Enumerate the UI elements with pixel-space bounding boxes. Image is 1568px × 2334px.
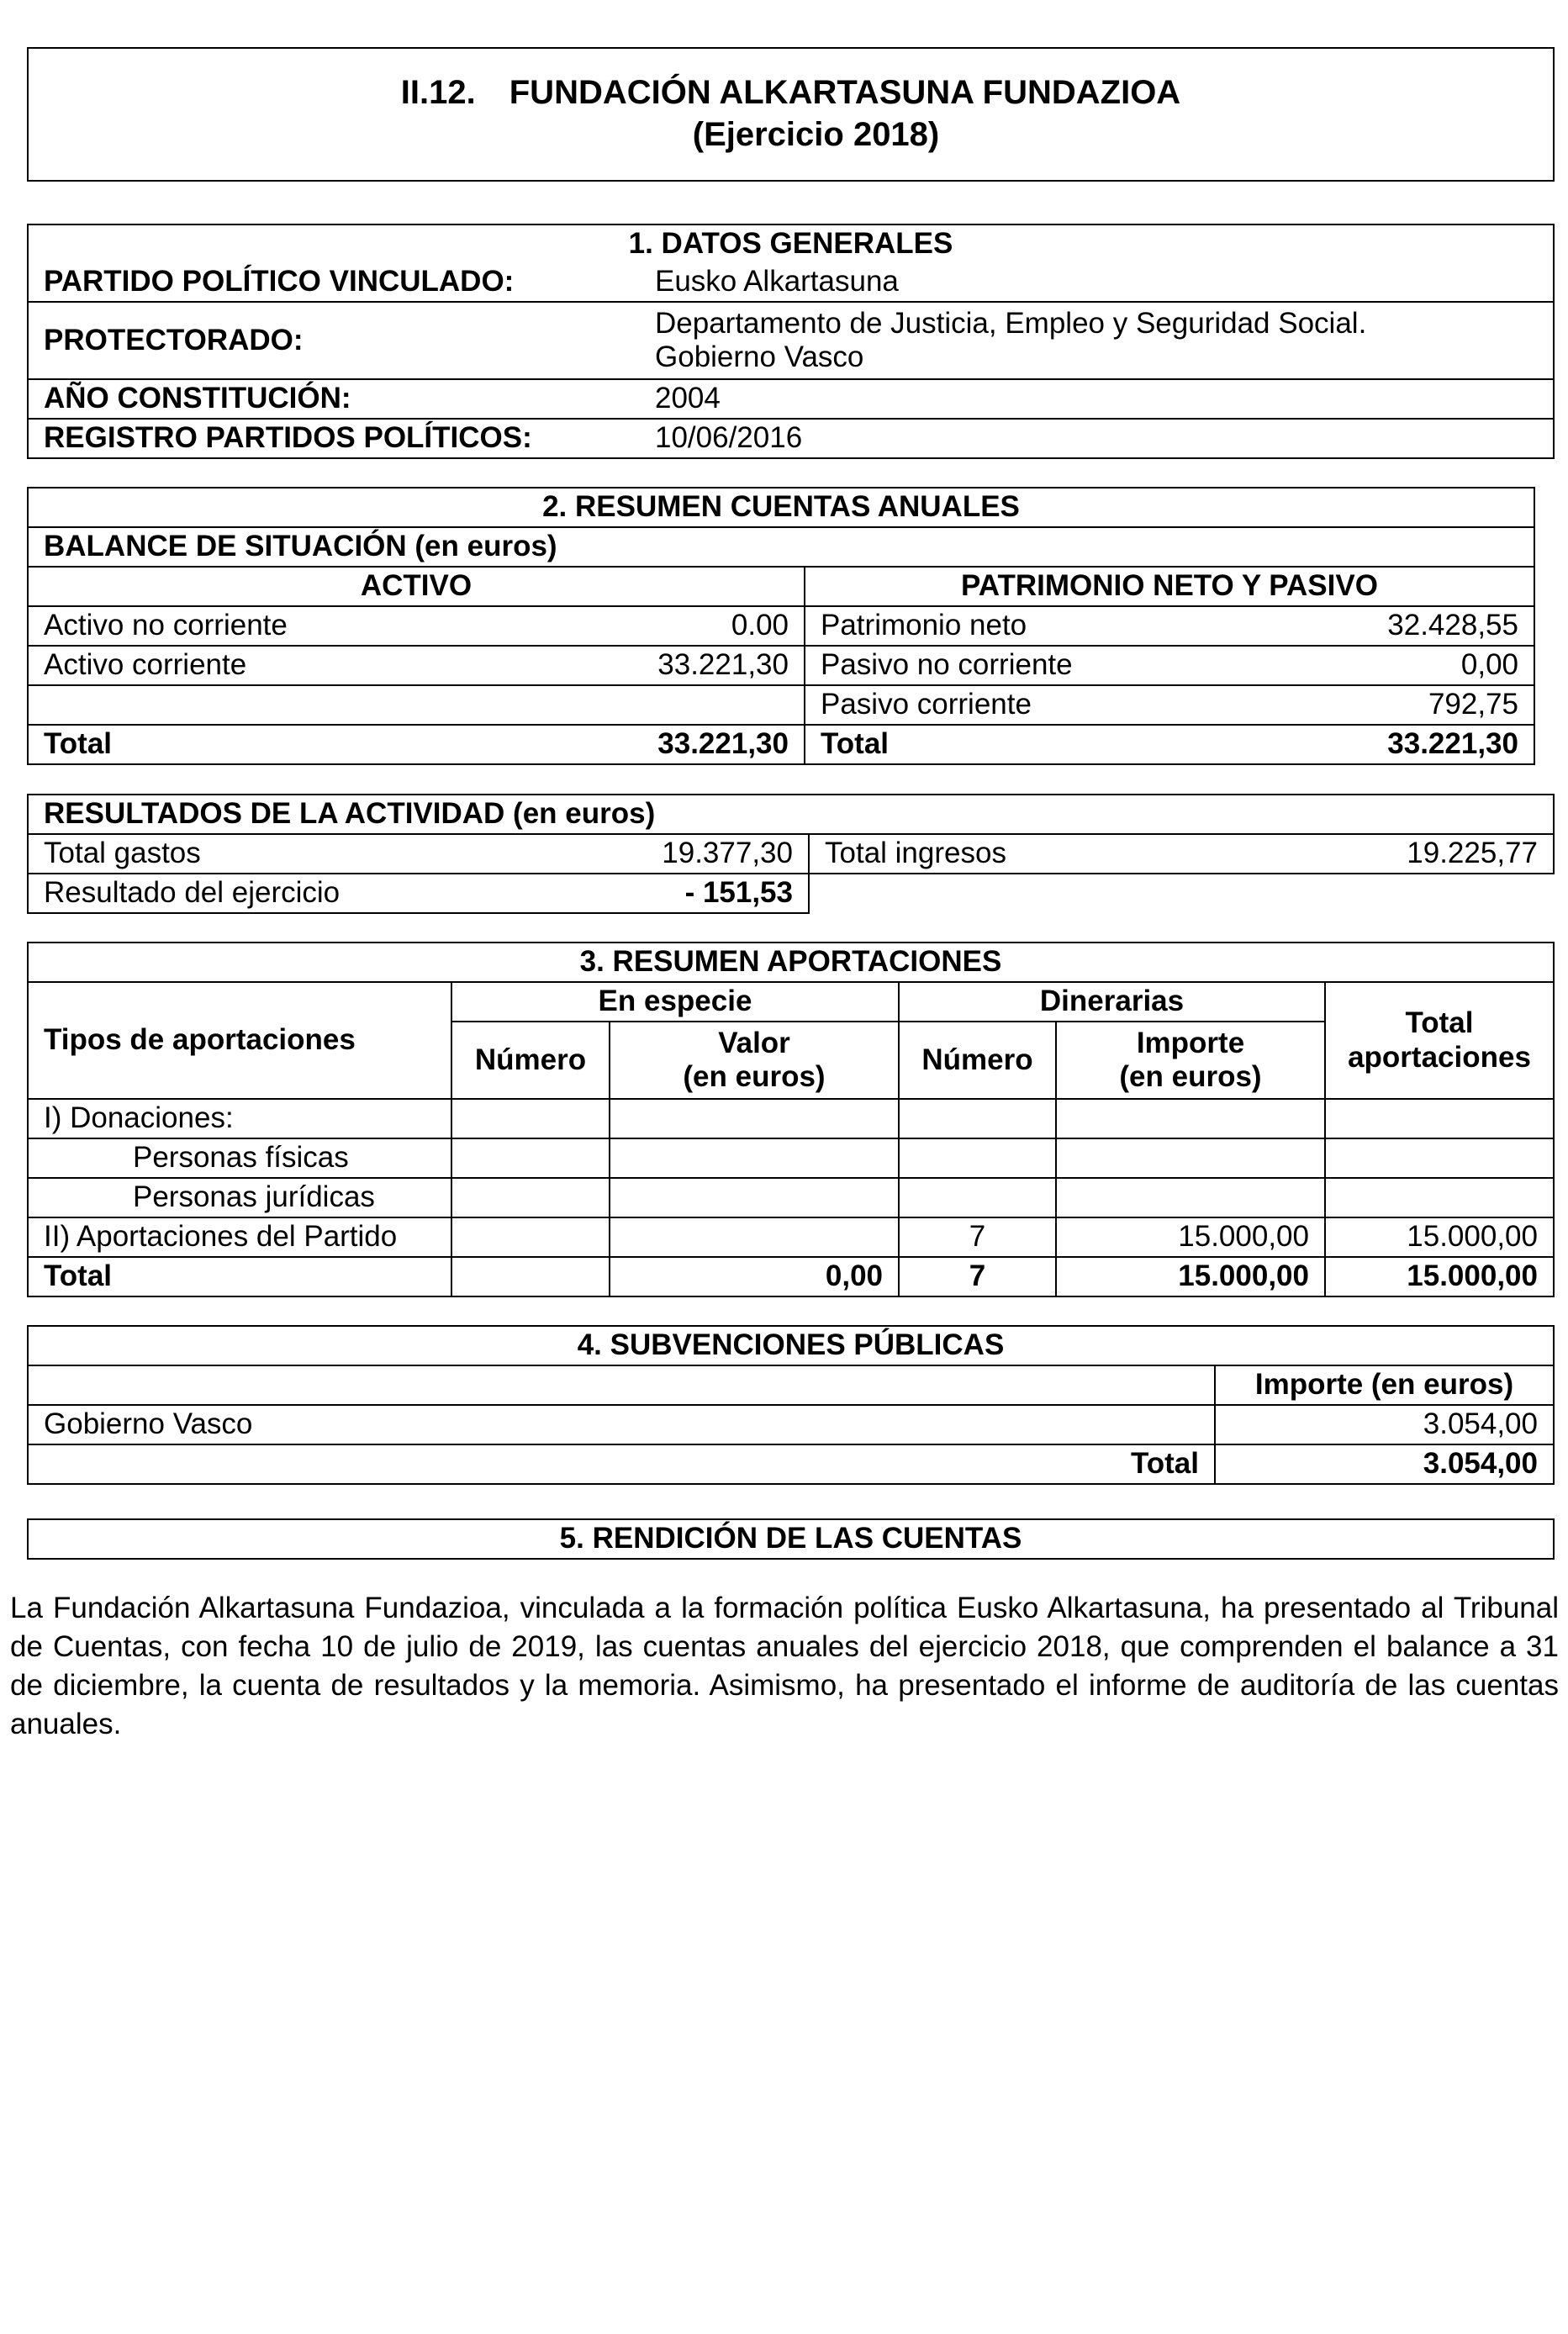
- gastos-label: Total gastos: [28, 834, 503, 874]
- protectorado-value-line1: Departamento de Justicia, Empleo y Seguridad Social.: [655, 306, 1367, 340]
- pasivo-value: 792,75: [1280, 685, 1534, 725]
- subvencion-label: Gobierno Vasco: [28, 1405, 1215, 1444]
- resumen-cuentas-section: [27, 487, 1535, 765]
- resultados-section: [27, 794, 1555, 914]
- gastos-value: 19.377,30: [503, 834, 809, 874]
- pasivo-total-value: 33.221,30: [1280, 725, 1534, 764]
- col-numero-especie: Número: [451, 1022, 610, 1099]
- total-e-num: [451, 1257, 610, 1296]
- col-total-line1: Total: [1405, 1006, 1474, 1040]
- col-valor-line1: Valor: [718, 1026, 790, 1059]
- d-num: [899, 1099, 1056, 1138]
- rendicion-table: [27, 1518, 1555, 1560]
- col-importe-line2: (en euros): [1119, 1060, 1262, 1093]
- row-label: II) Aportaciones del Partido: [28, 1217, 451, 1257]
- pasivo-value: 0,00: [1280, 646, 1534, 685]
- balance-table: [27, 487, 1535, 765]
- d-num: [899, 1138, 1056, 1178]
- subvenciones-heading: 4. SUBVENCIONES PÚBLICAS: [28, 1326, 1554, 1365]
- table-row: [28, 1444, 1554, 1484]
- empty-cell: [28, 1365, 1215, 1405]
- protectorado-value-line2: Gobierno Vasco: [655, 341, 864, 373]
- protectorado-label: PROTECTORADO:: [28, 302, 640, 379]
- table-row: [28, 263, 1554, 302]
- document-title: [29, 74, 1553, 112]
- total-total: 15.000,00: [1325, 1257, 1554, 1296]
- pasivo-value: 32.428,55: [1280, 606, 1534, 646]
- foundation-name: FUNDACIÓN ALKARTASUNA FUNDAZIOA: [509, 74, 1181, 111]
- subvenciones-table: [27, 1325, 1555, 1485]
- d-num: 7: [899, 1217, 1056, 1257]
- table-row: [28, 1217, 1554, 1257]
- activo-heading: ACTIVO: [28, 567, 805, 606]
- aportaciones-heading: 3. RESUMEN APORTACIONES: [28, 943, 1554, 982]
- subvenciones-total-value: 3.054,00: [1215, 1444, 1554, 1484]
- col-importe-line1: Importe: [1136, 1026, 1245, 1059]
- activo-label: Activo corriente: [28, 646, 503, 685]
- table-row: [28, 1405, 1554, 1444]
- subvenciones-section: [27, 1325, 1555, 1485]
- pasivo-label: Pasivo no corriente: [805, 646, 1280, 685]
- rendicion-paragraph: La Fundación Alkartasuna Fundazioa, vinculada a la formación política Eusko Alkartasuna, ha presentado al Tribunal de Cuentas, con fecha 10 de julio de 2019, las cuentas anuales del ejercicio 2018, que comprenden el balance a 31 de diciembre, la cuenta de resultados y la memoria. Asimismo, ha presentado el informe de auditoría de las cuentas anuales.: [10, 1592, 1559, 1740]
- pasivo-heading: PATRIMONIO NETO Y PASIVO: [805, 567, 1534, 606]
- group-especie: En especie: [451, 982, 899, 1022]
- resultado-label: Resultado del ejercicio: [28, 874, 503, 913]
- total-e-val: 0,00: [610, 1257, 899, 1296]
- resumen-cuentas-heading: 2. RESUMEN CUENTAS ANUALES: [28, 488, 1534, 527]
- section-number: II.12.: [400, 74, 476, 111]
- ingresos-value: 19.225,77: [1284, 834, 1554, 874]
- resultado-value: - 151,53: [503, 874, 809, 913]
- table-row: [28, 1257, 1554, 1296]
- e-val: [610, 1099, 899, 1138]
- registro-value: 10/06/2016: [640, 419, 1554, 458]
- subvencion-value: 3.054,00: [1215, 1405, 1554, 1444]
- activo-value: 0.00: [503, 606, 805, 646]
- e-num: [451, 1099, 610, 1138]
- datos-generales-table: [27, 224, 1555, 459]
- activo-total-label: Total: [28, 725, 503, 764]
- aportaciones-table: [27, 942, 1555, 1297]
- total-label: Total: [28, 1257, 451, 1296]
- row-label: Personas físicas: [28, 1138, 451, 1178]
- e-val: [610, 1138, 899, 1178]
- col-numero-dinerarias: Número: [899, 1022, 1056, 1099]
- row-total: [1325, 1099, 1554, 1138]
- partido-label: PARTIDO POLÍTICO VINCULADO:: [28, 263, 640, 302]
- anio-label: AÑO CONSTITUCIÓN:: [28, 379, 640, 419]
- group-dinerarias: Dinerarias: [899, 982, 1325, 1022]
- partido-value: Eusko Alkartasuna: [640, 263, 1554, 302]
- pasivo-label: Patrimonio neto: [805, 606, 1280, 646]
- e-val: [610, 1217, 899, 1257]
- activo-value: 33.221,30: [503, 646, 805, 685]
- table-row: [28, 419, 1554, 458]
- table-row: [28, 685, 1534, 725]
- registro-label: REGISTRO PARTIDOS POLÍTICOS:: [28, 419, 640, 458]
- anio-value: 2004: [640, 379, 1554, 419]
- row-label: I) Donaciones:: [28, 1099, 451, 1138]
- resultados-heading: RESULTADOS DE LA ACTIVIDAD (en euros): [28, 795, 1554, 834]
- table-row: [28, 1138, 1554, 1178]
- total-d-imp: 15.000,00: [1056, 1257, 1325, 1296]
- d-imp: [1056, 1138, 1325, 1178]
- pasivo-total-label: Total: [805, 725, 1280, 764]
- row-total: [1325, 1138, 1554, 1178]
- col-valor-line2: (en euros): [683, 1060, 826, 1093]
- table-row: [28, 379, 1554, 419]
- pasivo-label: Pasivo corriente: [805, 685, 1280, 725]
- e-num: [451, 1138, 610, 1178]
- activo-label: Activo no corriente: [28, 606, 503, 646]
- col-total-line2: aportaciones: [1348, 1040, 1531, 1074]
- table-row: [28, 646, 1534, 685]
- e-num: [451, 1217, 610, 1257]
- d-imp: [1056, 1178, 1325, 1217]
- row-total: [1325, 1178, 1554, 1217]
- table-row: [28, 725, 1534, 764]
- e-num: [451, 1178, 610, 1217]
- document-title-box: [27, 47, 1555, 182]
- ingresos-label: Total ingresos: [809, 834, 1284, 874]
- table-row: [28, 874, 1554, 913]
- e-val: [610, 1178, 899, 1217]
- table-row: [28, 1099, 1554, 1138]
- table-row: [28, 302, 1554, 379]
- activo-label: [28, 685, 503, 725]
- resultados-table: [27, 794, 1555, 914]
- row-total: 15.000,00: [1325, 1217, 1554, 1257]
- datos-generales-heading: 1. DATOS GENERALES: [28, 224, 1554, 263]
- d-num: [899, 1178, 1056, 1217]
- activo-total-value: 33.221,30: [503, 725, 805, 764]
- table-row: [28, 606, 1534, 646]
- empty-cell: [809, 874, 1554, 913]
- datos-generales-section: [27, 224, 1555, 459]
- row-label: Personas jurídicas: [28, 1178, 451, 1217]
- total-d-num: 7: [899, 1257, 1056, 1296]
- fiscal-year: (Ejercicio 2018): [692, 116, 940, 153]
- table-row: [28, 834, 1554, 874]
- subvenciones-total-label: Total: [28, 1444, 1215, 1484]
- activo-value: [503, 685, 805, 725]
- table-row: [28, 1178, 1554, 1217]
- aportaciones-section: [27, 942, 1555, 1297]
- col-importe: Importe (en euros): [1215, 1365, 1554, 1405]
- rendicion-section: [27, 1518, 1555, 1560]
- d-imp: 15.000,00: [1056, 1217, 1325, 1257]
- col-tipos: Tipos de aportaciones: [28, 982, 451, 1099]
- d-imp: [1056, 1099, 1325, 1138]
- rendicion-heading: 5. RENDICIÓN DE LAS CUENTAS: [28, 1519, 1554, 1559]
- balance-heading: BALANCE DE SITUACIÓN (en euros): [28, 527, 1534, 567]
